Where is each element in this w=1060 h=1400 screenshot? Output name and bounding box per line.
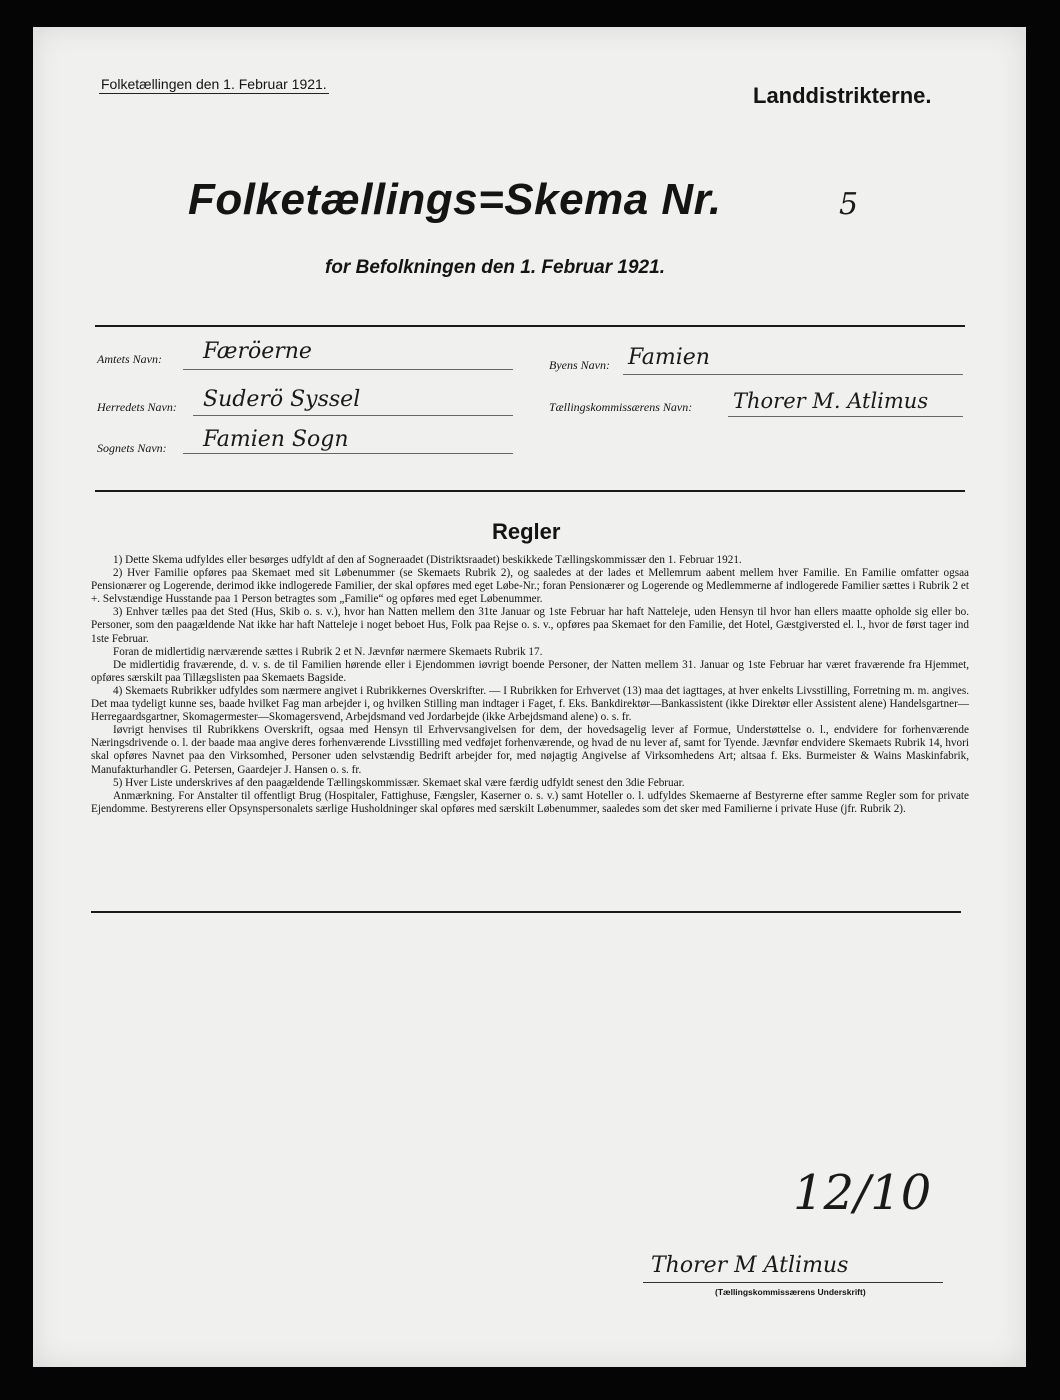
rule-4: 4) Skemaets Rubrikker udfyldes som nærmere angivet i Rubrikkernes Overskrifter. — I Rubrikken for Erhvervet (13) maa det iagttages, at hver enkelts Livsstilling, Forretning m. m. angives. Det maa tydeligt kunne ses, baade hvilket Fag man arbejder i, og hvilken Stilling man indtager i Faget, f. Eks. Bankdirektør—Bankassistent (ikke Direktør eller Assistent alene) Handelsgartner—Herregaardsgartner, Skomagermester—Skomagersvend, Arbejdsmand ved Jordarbejde (ikke Arbejdsmand alene) o. s. fr. [91,684,969,724]
census-date-label: Folketællingen den 1. Februar 1921. [101,76,327,92]
sogn-underline [183,453,513,454]
divider-top [95,325,965,327]
by-label: Byens Navn: [549,358,610,372]
by-value[interactable]: Famien [628,345,710,370]
signature: Thorer M Atlimus [651,1253,849,1278]
signature-caption: (Tællingskommissærens Underskrift) [715,1287,866,1297]
sogn-value[interactable]: Famien Sogn [203,427,349,452]
rule-1: 1) Dette Skema udfyldes eller besørges udfyldt af den af Sogneraadet (Distriktsraadet) beskikkede Tællingskommissær den 1. Februar 1921. [113,554,742,566]
rule-3-absent: De midlertidig fraværende, d. v. s. de til Familien hørende eller i Ejendommen iøvrigt boende Personer, der Natten mellem 31. Januar og 1ste Februar har været fraværende fra Hjemmet, opføres særskilt paa Tillægslisten paa Skemaets Bagside. [91,658,969,684]
amt-label: Amtets Navn: [97,352,162,366]
signature-line [643,1282,943,1283]
sogn-label: Sognets Navn: [97,441,167,455]
herred-label: Herredets Navn: [97,400,177,414]
district-type-label: Landdistrikterne. [753,83,932,108]
by-underline [623,374,963,375]
kommissaer-label: Tællingskommissærens Navn: [549,400,693,414]
handwritten-count: 12/10 [793,1165,932,1221]
rules-note: Anmærkning. For Anstalter til offentligt Brug (Hospitaler, Fattighuse, Fængsler, Kaserner o. s. v.) samt Hoteller o. l. udfyldes Skemaerne af Bestyrerne efter samme Regler som for private Ejendomme. Bestyrerens eller Opsynspersonalets særlige Husholdninger skal opføres med særskilt Løbenummer, saaledes som det sker med Familierne i private Huse (jfr. Rubrik 2). [91,789,969,815]
rules-heading: Regler [492,519,561,544]
census-form-page [33,27,1026,1367]
herred-value[interactable]: Suderö Syssel [203,387,361,412]
herred-underline [193,415,513,416]
form-title: Folketællings=Skema Nr. [188,175,722,224]
form-number: 5 [839,187,859,222]
rule-2: 2) Hver Familie opføres paa Skemaet med sit Løbenummer (se Skemaets Rubrik 2), og saaledes at der lades et Mellemrum aabent mellem hver Familie. En Familie omfatter ogsaa Pensionærer og Logerende, derimod ikke indlogerede Familier, der skal opføres med eget Løbe-Nr.; foran Pensionærer og Logerende og Medlemmerne af indlogerede Familier sættes i Rubrik 2 et +. Selvstændige Husstande paa 1 Person betragtes som „Familie“ og opføres med eget Løbenummer. [91,567,969,606]
amt-underline [183,369,513,370]
rules-text [91,554,969,816]
divider-middle [95,490,965,492]
kommissaer-value[interactable]: Thorer M. Atlimus [733,389,929,413]
form-subtitle: for Befolkningen den 1. Februar 1921. [325,257,665,278]
rule-3: 3) Enhver tælles paa det Sted (Hus, Skib o. s. v.), hvor han Natten mellem den 31te Januar og 1ste Februar har haft Natteleje, uden Hensyn til hvor han ellers maatte opholde sig eller bo. Personer, som den paagældende Nat ikke har haft Natteleje i noget beboet Hus, Folk paa Rejse o. s. v., opføres paa Skemaet for den Familie, det Hotel, Gæstgiversted el. l., hvor de først tager ind 1ste Februar. [91,606,969,645]
rule-3-present: Foran de midlertidig nærværende sættes i Rubrik 2 et N. Jævnfør nærmere Skemaets Rubrik 17. [113,645,543,658]
kommissaer-underline [728,416,963,417]
rule-5: 5) Hver Liste underskrives af den paagældende Tællingskommissær. Skemaet skal være færdig udfyldt senest den 3die Februar. [113,776,685,789]
rule-4-continued: Iøvrigt henvises til Rubrikkens Overskrift, ogsaa med Hensyn til Erhvervsangivelsen for dem, der hovedsagelig lever af Formue, Understøttelse o. l., endvidere for forhenværende Næringsdrivende o. l. der baade maa angive deres forhenværende Livsstilling med vedføjet forhenværende, og hvad de nu lever af, samt for Tyende. Jævnfør endvidere Skemaets Rubrik 14, hvori skal opføres Navnet paa den Virksomhed, Personer uden selvstændig Bedrift arbejder for, med nøjagtig Angivelse af Virksomhedens Art; altsaa f. Eks. Burmeister & Wains Maskinfabrik, Manufakturhandler G. Petersen, Gaardejer J. Hansen o. s. fr. [91,724,969,776]
divider-bottom [91,911,961,913]
amt-value[interactable]: Færöerne [203,339,312,364]
